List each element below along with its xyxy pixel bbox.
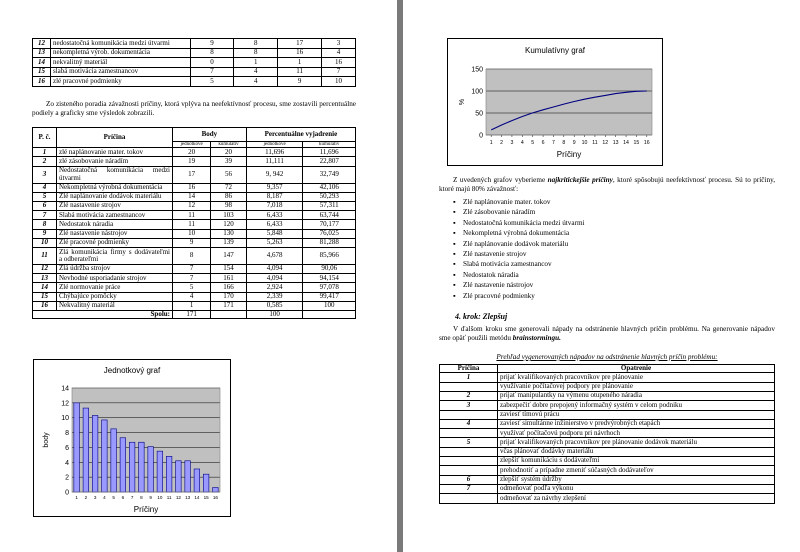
score-a: 5 [190,77,234,87]
unit-xlabel: Príčiny [133,505,159,514]
table-row [33,220,356,229]
row-cause: Nekvalitný materiál [57,301,173,310]
table-row [440,475,775,484]
table-row [440,466,775,475]
unit-xtick-label: 8 [140,495,143,500]
unit-percent: 4,094 [246,264,303,273]
cumulative-percent: 11,696 [303,148,356,157]
measure-cause-number [440,429,498,438]
measure-cause-number: 7 [440,484,498,493]
cumulative-xtick-label: 7 [551,140,555,146]
table-row [33,67,356,77]
row-number: 13 [33,48,51,58]
cumulative-points: 170 [211,292,247,301]
cumulative-points: 166 [211,283,247,292]
unit-percent: 4,678 [246,247,303,264]
unit-percent: 5,848 [246,229,303,238]
measures-header-measure: Opatrenie [498,365,775,373]
measure-cause-number: 3 [440,401,498,410]
cumulative-xtick-label: 1 [489,140,493,146]
table-row [33,166,356,183]
unit-points: 19 [173,157,211,166]
unit-percent: 6,433 [246,211,303,220]
unit-bar [185,461,191,492]
unit-bar [139,442,145,492]
unit-xtick-label: 15 [203,495,209,500]
unit-xtick-label: 9 [149,495,152,500]
table-row [440,382,775,391]
right-page [403,0,800,552]
table-row [33,292,356,301]
method-emphasis: brainstormingu. [512,334,561,342]
row-number: 3 [33,166,57,183]
step-heading: 4. krok: Zlepšuj [455,312,508,321]
row-number: 1 [33,148,57,157]
row-number: 10 [33,238,57,247]
row-number: 5 [33,192,57,201]
unit-points: 5 [173,283,211,292]
row-cause: Slabá motivácia zamestnancov [57,211,173,220]
unit-points: 14 [173,192,211,201]
row-cause: Nevhodné usporiadanie strojov [57,274,173,283]
cumulative-percent: 97,078 [303,283,356,292]
unit-bar [176,461,182,492]
score-a: 7 [190,67,234,77]
unit-chart-svg [34,360,230,516]
unit-ytick-label: 12 [61,400,69,408]
measure-text: využívanie počítačovej podpory pre plánovanie [498,382,775,391]
unit-points: 4 [173,292,211,301]
critical-causes-intro: Z uvedených grafov vyberieme najkritickejšie príčiny, ktoré spôsobujú neefektívnosť procesu. Sú to príčiny, ktoré majú 80% závažnosť: [439,176,775,193]
row-cause: Zlé pracovné podmienky [57,238,173,247]
measure-text: odmeňovať podľa výkonu [498,484,775,493]
unit-xtick-label: 7 [130,495,134,500]
unit-bar [111,429,117,492]
row-number: 9 [33,229,57,238]
unit-bar [166,456,172,492]
score-b: 1 [234,58,278,68]
unit-percent: 8,187 [246,192,303,201]
unit-percent: 0,585 [246,301,303,310]
unit-percent: 2,924 [246,283,303,292]
cumulative-xtick-label: 5 [531,140,535,146]
score-d: 4 [322,48,356,58]
cumulative-xtick-label: 13 [612,140,619,146]
row-number: 8 [33,220,57,229]
row-number: 16 [33,77,51,87]
cumulative-chart-title: Kumulatívny graf [524,46,586,55]
row-cause: nekvalitný materiál [50,58,190,68]
row-cause: zlé pracovné podmienky [50,77,190,87]
cumulative-percent: 63,744 [303,211,356,220]
table-row [33,211,356,220]
cumulative-xtick-label: 12 [602,140,609,146]
cumulative-points: 72 [211,183,247,192]
score-c: 9 [278,77,322,87]
unit-bar [120,438,126,492]
measure-cause-number [440,447,498,456]
unit-bar [74,403,80,492]
table-row [33,183,356,192]
left-page [0,0,397,552]
unit-ytick-label: 10 [61,415,69,423]
cumulative-points: 139 [211,238,247,247]
unit-ytick-label: 8 [65,430,69,438]
row-cause: nedostatočná komunikácia medzi útvarmi [50,39,190,49]
measure-text: prijať manipulantky na výmenu otupeného náradia [498,391,775,400]
cumulative-percent: 76,025 [303,229,356,238]
unit-chart [33,359,231,517]
top-ranking-table [32,38,356,87]
measure-cause-number [440,466,498,475]
measure-cause-number: 6 [440,475,498,484]
unit-percent: 4,094 [246,274,303,283]
measure-text: prehodnotiť a prípadne zmeniť súčasných dodávateľov [498,466,775,475]
cumulative-chart-svg [448,39,662,165]
unit-xtick-label: 1 [75,495,78,500]
unit-points: 12 [173,202,211,211]
unit-bar [83,408,89,492]
sum-row [33,310,356,318]
score-a: 0 [190,58,234,68]
unit-xtick-label: 13 [185,495,191,500]
score-d: 16 [322,58,356,68]
critical-emphasis: najkritickejšie príčiny [547,176,613,184]
row-cause: Nekompletná výrobná dokumentácia [57,183,173,192]
table-row [33,283,356,292]
sum-unit: 171 [173,310,211,318]
unit-xtick-label: 16 [212,495,218,500]
cumulative-ytick-label: 100 [471,88,483,96]
unit-percent: 6,433 [246,220,303,229]
unit-points: 10 [173,229,211,238]
list-item: ▪ Zlé naplánovanie mater. tokov [463,197,585,207]
row-cause: Zlé normovanie práce [57,283,173,292]
percentage-table [32,127,356,319]
row-cause: Nedostatok náradia [57,220,173,229]
cumulative-points: 120 [211,220,247,229]
unit-bar [213,488,219,492]
list-item: ▪ Nedostatok náradia [463,270,585,280]
measure-text: zaviesť simultánne inžinierstvo v predvýrobných etapách [498,419,775,428]
table-row [33,264,356,273]
row-number: 15 [33,67,51,77]
measure-text: využívať počítačovú podporu pri návrhoch [498,429,775,438]
table-row [33,192,356,201]
table-row [33,39,356,49]
unit-xtick-label: 4 [103,495,106,500]
row-number: 4 [33,183,57,192]
unit-bar [203,474,209,492]
table-row [33,247,356,264]
table-row [440,373,775,382]
table-row [440,438,775,447]
measure-cause-number [440,457,498,466]
header-body: Body [173,128,247,142]
table-row [33,229,356,238]
header-sub-cum-pct: kumulatív [303,142,356,148]
cumulative-points: 86 [211,192,247,201]
header-sub-unit: jednotkové [173,142,211,148]
row-number: 2 [33,157,57,166]
list-item: ▪ Slabá motivácia zamestnancov [463,259,585,269]
score-c: 11 [278,67,322,77]
unit-xtick-label: 6 [121,495,125,500]
unit-ytick-label: 0 [65,489,69,497]
cumulative-xtick-label: 16 [643,140,650,146]
row-cause: Nedostatočná komunikácia medzi útvarmi [57,166,173,183]
cumulative-points: 20 [211,148,247,157]
score-b: 4 [234,77,278,87]
table-row [440,410,775,419]
cumulative-percent: 99,417 [303,292,356,301]
unit-bar [194,469,200,492]
table-row [33,48,356,58]
row-number: 14 [33,58,51,68]
unit-xtick-label: 10 [157,495,163,500]
cumulative-ytick-label: 150 [471,66,483,74]
unit-points: 9 [173,238,211,247]
cumulative-percent: 85,966 [303,247,356,264]
cumulative-percent: 50,293 [303,192,356,201]
row-number: 15 [33,292,57,301]
cumulative-xtick-label: 9 [572,140,576,146]
row-number: 12 [33,39,51,49]
score-b: 8 [234,39,278,49]
measure-cause-number: 1 [440,373,498,382]
score-d: 3 [322,39,356,49]
cumulative-percent: 57,311 [303,202,356,211]
table-row [33,148,356,157]
row-cause: Zlé naplánovanie dodávok materiálu [57,192,173,201]
measure-text: zaviesť tímovú prácu [498,410,775,419]
unit-percent: 9, 942 [246,166,303,183]
unit-percent: 11,696 [246,148,303,157]
cumulative-plot-area [486,69,652,135]
cumulative-xtick-label: 2 [500,140,504,146]
cumulative-points: 130 [211,229,247,238]
cumulative-ytick-label: 50 [475,110,483,118]
unit-ytick-label: 4 [65,459,69,467]
cumulative-chart [447,38,663,166]
table-row [440,419,775,428]
cumulative-ylabel: % [459,98,466,106]
measure-text: odmeňovať za návrhy zlepšení [498,494,775,503]
intro-paragraph: Zo zisteného poradia závažnosti príčiny, ktorá vplýva na neefektívnosť procesu, sme zostavili percentuálne podiely a graficky sme výsledok zobrazili. [32,100,356,117]
unit-chart-title: Jednotkový graf [103,366,161,375]
unit-points: 8 [173,247,211,264]
cumulative-points: 171 [211,301,247,310]
header-pc: P. č. [33,128,57,148]
score-a: 8 [190,48,234,58]
row-number: 11 [33,247,57,264]
row-number: 13 [33,274,57,283]
list-item: ▪ Zlé naplánovanie dodávok materiálu [463,239,585,249]
list-item: ▪ Zlé nastavenie nástrojov [463,280,585,290]
sum-percent: 100 [246,310,303,318]
cumulative-percent: 32,749 [303,166,356,183]
score-d: 10 [322,77,356,87]
table-row [33,77,356,87]
cumulative-points: 39 [211,157,247,166]
cumulative-xtick-label: 10 [581,140,588,146]
unit-xtick-label: 5 [112,495,115,500]
unit-bar [157,451,163,492]
unit-percent: 11,111 [246,157,303,166]
table-row [33,58,356,68]
unit-ytick-label: 6 [65,444,69,452]
unit-points: 16 [173,183,211,192]
table-row [33,301,356,310]
unit-percent: 2,339 [246,292,303,301]
unit-ytick-label: 14 [61,385,69,393]
unit-bar [92,415,98,492]
cumulative-xtick-label: 14 [623,140,629,146]
score-c: 16 [278,48,322,58]
cumulative-xtick-label: 4 [520,140,524,146]
cumulative-percent: 90,06 [303,264,356,273]
measure-cause-number: 2 [440,391,498,400]
unit-percent: 5,263 [246,238,303,247]
measure-text: prijať kvalifikovaných pracovníkov pre plánovanie dodávok materiálu [498,438,775,447]
cumulative-xtick-label: 15 [633,140,640,146]
cumulative-points: 103 [211,211,247,220]
row-cause: Chýbajúce pomôcky [57,292,173,301]
unit-ylabel: body [43,432,50,448]
row-cause: Zlé nastavenie strojov [57,202,173,211]
sum-label: Spolu: [33,310,173,318]
cumulative-percent: 22,807 [303,157,356,166]
score-c: 1 [278,58,322,68]
cumulative-points: 147 [211,247,247,264]
unit-points: 7 [173,274,211,283]
cumulative-xtick-label: 8 [562,140,566,146]
measure-cause-number [440,494,498,503]
table-row [440,401,775,410]
row-number: 6 [33,202,57,211]
score-a: 9 [190,39,234,49]
row-cause: Zlá údržba strojov [57,264,173,273]
measure-text: zlepšiť komunikáciu s dodávateľmi [498,457,775,466]
measures-header-cause: Príčina [440,365,498,373]
measure-cause-number [440,410,498,419]
row-cause: nekompletná výrob. dokumentácia [50,48,190,58]
score-b: 4 [234,67,278,77]
unit-xtick-label: 3 [93,495,97,500]
cumulative-points: 161 [211,274,247,283]
row-cause: zlé zásobovanie náradím [57,157,173,166]
cumulative-percent: 94,154 [303,274,356,283]
row-number: 14 [33,283,57,292]
row-cause: Zlá komunikácia firmy s dodávateľmi a odberateľmi [57,247,173,264]
header-sub-cum: kumulatív [211,142,247,148]
row-cause: zlé naplánovanie mater. tokov [57,148,173,157]
unit-points: 17 [173,166,211,183]
row-cause: slabá motivácia zamestnancov [50,67,190,77]
list-item: ▪ Zlé pracovné podmienky [463,291,585,301]
measure-cause-number [440,382,498,391]
row-number: 12 [33,264,57,273]
table-row [33,238,356,247]
score-c: 17 [278,39,322,49]
measure-cause-number: 5 [440,438,498,447]
cumulative-points: 154 [211,264,247,273]
table-row [440,484,775,493]
header-sub-unit-pct: jednotkové [246,142,303,148]
table-row [33,274,356,283]
table-row [440,391,775,400]
table-row [33,202,356,211]
unit-bar [148,447,154,492]
measure-text: včas plánovať dodávky materiálu [498,447,775,456]
cumulative-points: 98 [211,202,247,211]
unit-ytick-label: 2 [65,474,69,482]
cumulative-xlabel: Príčiny [556,150,582,159]
unit-bar [129,442,135,492]
unit-percent: 9,357 [246,183,303,192]
critical-causes-list [463,197,585,301]
unit-points: 1 [173,301,211,310]
table-row [440,457,775,466]
measure-text: zlepšiť systém údržby [498,475,775,484]
measures-table [439,364,775,504]
unit-xtick-label: 14 [194,495,200,500]
unit-xtick-label: 11 [166,495,172,500]
row-cause: Zlé nastavenie nástrojov [57,229,173,238]
list-item: ▪ Zlé zásobovanie náradím [463,207,585,217]
header-percent: Percentuálne vyjadrenie [246,128,355,142]
measure-text: prijať kvalifikovaných pracovníkov pre plánovanie [498,373,775,382]
unit-percent: 7,018 [246,202,303,211]
cumulative-percent: 100 [303,301,356,310]
measure-text: zabezpečiť dobre prepojený informačný systém v celom podniku [498,401,775,410]
unit-points: 11 [173,220,211,229]
measure-cause-number: 4 [440,419,498,428]
cumulative-xtick-label: 6 [541,140,545,146]
list-item: ▪ Nekompletná výrobná dokumentácia [463,228,585,238]
cumulative-percent: 42,106 [303,183,356,192]
header-cause: Príčina [57,128,173,148]
row-number: 7 [33,211,57,220]
row-number: 16 [33,301,57,310]
list-item: ▪ Zlé nastavenie strojov [463,249,585,259]
cumulative-ytick-label: 0 [479,132,483,140]
measures-caption: Prehľad vygenerovaných nápadov na odstránenie hlavných príčin problému: [496,353,718,361]
table-row [440,494,775,503]
unit-points: 7 [173,264,211,273]
unit-bar [102,420,108,492]
score-d: 7 [322,67,356,77]
table-row [440,429,775,438]
cumulative-xtick-label: 3 [510,140,514,146]
unit-xtick-label: 12 [175,495,181,500]
table-row [33,157,356,166]
cumulative-xtick-label: 11 [592,140,598,146]
unit-points: 11 [173,211,211,220]
step-paragraph: V ďalšom kroku sme generovali nápady na odstránenie hlavných príčin problému. Na generovanie nápadov sme opäť použili metódu brainstormingu. [439,325,775,342]
unit-points: 20 [173,148,211,157]
list-item: ▪ Nedostatočná komunikácia medzi útvarmi [463,218,585,228]
table-row [440,447,775,456]
cumulative-percent: 70,177 [303,220,356,229]
cumulative-points: 56 [211,166,247,183]
score-b: 8 [234,48,278,58]
unit-xtick-label: 2 [84,495,88,500]
cumulative-percent: 81,288 [303,238,356,247]
